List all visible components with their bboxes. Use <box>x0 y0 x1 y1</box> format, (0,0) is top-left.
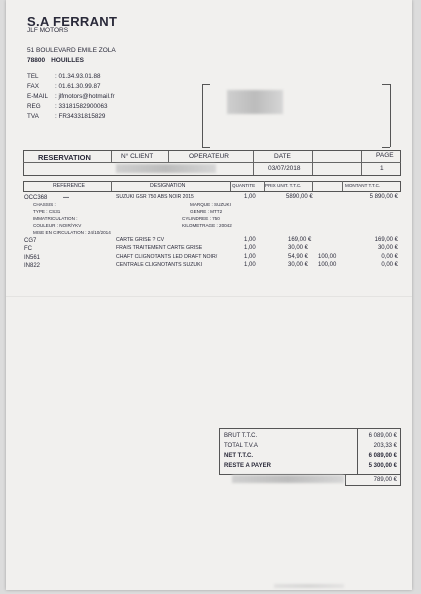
main-item-amount: 5 890,00 € <box>369 194 398 200</box>
reservation-title: RESERVATION <box>38 153 91 162</box>
item-unit-price: 169,00 € <box>288 237 312 243</box>
date-label: DATE <box>274 153 291 160</box>
item-amount: 0,00 € <box>381 254 398 260</box>
contact-tva: TVA : FR34331815829 <box>27 113 106 120</box>
main-item-designation: SUZUKI GSR 750 ABS NOIR 2015 <box>116 194 194 200</box>
main-item-dash: — <box>63 195 69 201</box>
redacted-payment-line <box>232 475 344 483</box>
item-designation: CHAFT CLIGNOTANTS LED DRAFT NOIR/ <box>116 254 218 260</box>
item-designation: FRAIS TRAITEMENT CARTE GRISE <box>116 245 203 251</box>
detail-type: TYPE : CS31 <box>33 209 61 214</box>
tva-value: 203,33 € <box>373 443 397 449</box>
detail-cylindree: CYLINDREE : 750 <box>182 216 220 221</box>
col-amount: MONTANT T.T.C. <box>345 183 381 188</box>
invoice-paper <box>6 0 412 590</box>
item-designation: CARTE GRISE ? CV <box>116 237 165 243</box>
reste-value: 5 300,00 € <box>368 463 397 469</box>
detail-chassis: CHASSIS : <box>33 202 56 207</box>
item-ref: CG7 <box>24 238 37 244</box>
item-unit-price: 54,90 € <box>288 254 309 260</box>
col-reference: REFERENCE <box>53 183 85 189</box>
item-amount: 30,00 € <box>377 245 398 251</box>
net-label: NET T.T.C. <box>224 453 254 459</box>
detail-marque: MARQUE : SUZUKI <box>190 202 231 207</box>
item-quantity: 1,00 <box>244 254 256 260</box>
detail-couleur: COULEUR : NOIR/YKV <box>33 223 82 228</box>
net-value: 6 089,00 € <box>368 453 397 459</box>
page-label: PAGE <box>376 152 394 159</box>
brut-label: BRUT T.T.C. <box>224 433 258 439</box>
item-quantity: 1,00 <box>244 262 256 268</box>
company-address: 51 BOULEVARD EMILE ZOLA <box>27 47 116 54</box>
brut-value: 6 089,00 € <box>368 433 397 439</box>
extra-value: 789,00 € <box>373 477 397 483</box>
company-name: S.A FERRANT <box>27 14 118 29</box>
page-value: 1 <box>380 165 384 172</box>
date-value: 03/07/2018 <box>268 165 301 172</box>
redacted-client-name <box>227 90 283 114</box>
city-name: HOUILLES <box>51 57 84 64</box>
item-designation: CENTRALE CLIGNOTANTS SUZUKI <box>116 262 203 268</box>
company-city <box>27 58 90 65</box>
col-designation: DESIGNATION <box>150 183 186 189</box>
faint-footer-text <box>274 584 344 588</box>
tva-label: TOTAL T.V.A <box>224 443 258 449</box>
item-amount: 169,00 € <box>374 237 398 243</box>
item-quantity: 1,00 <box>244 245 256 251</box>
item-ref: IN561 <box>24 255 41 261</box>
reste-label: RESTE A PAYER <box>224 463 271 469</box>
item-unit-price: 30,00 € <box>288 245 309 251</box>
item-quantity: 1,00 <box>244 237 256 243</box>
item-amount: 0,00 € <box>381 262 398 268</box>
postcode: 78800 <box>27 57 46 64</box>
item-unit-price: 30,00 € <box>288 262 309 268</box>
detail-immatriculation: IMMATRICULATION : <box>33 216 78 221</box>
detail-mise-en-circulation: MISE EN CIRCULATION : 24/10/2014 <box>33 230 111 235</box>
paper-fold <box>6 296 412 297</box>
detail-genre: GENRE : MTT2 <box>190 209 223 214</box>
operator-label: OPERATEUR <box>189 153 229 160</box>
company-subtitle: JLF MOTORS <box>27 27 69 34</box>
item-discount: 100,00 <box>318 262 337 268</box>
client-number-label: N° CLIENT <box>121 153 154 160</box>
detail-kilometrage: KILOMETRAGE : 20042 <box>182 223 232 228</box>
contact-reg: REG : 33181582900063 <box>27 103 108 110</box>
col-quantity: QUANTITE <box>232 183 256 188</box>
contact-tel: TEL : 01.34.93.01.88 <box>27 73 101 80</box>
main-item-ref: OCC368 <box>24 195 48 201</box>
item-discount: 100,00 <box>318 254 337 260</box>
item-ref: IN822 <box>24 263 41 269</box>
contact-fax: FAX : 01.61.30.99.87 <box>27 83 101 90</box>
col-unit-price: PRIX UNIT. T.T.C. <box>265 183 302 188</box>
item-ref: FC <box>24 246 32 252</box>
contact-email: E-MAIL : jlfmotors@hotmail.fr <box>27 93 115 100</box>
redacted-client-number <box>116 164 216 173</box>
main-item-unit-price: 5890,00 € <box>286 194 313 200</box>
main-item-quantity: 1,00 <box>244 194 256 200</box>
